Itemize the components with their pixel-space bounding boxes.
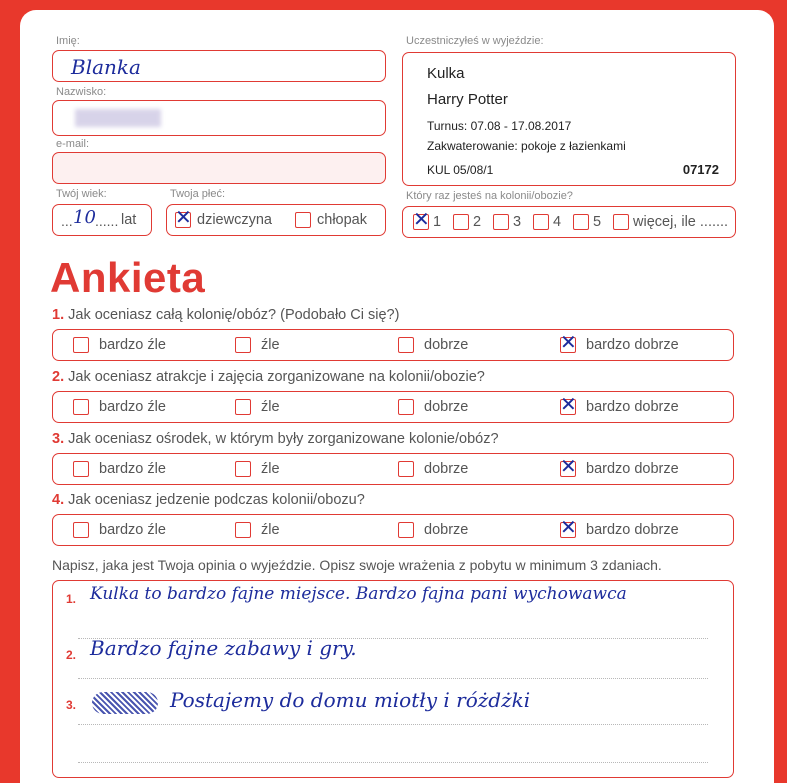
times-label: Który raz jesteś na kolonii/obozie? (406, 190, 573, 202)
gender-field (166, 204, 386, 236)
trip-ticket (402, 52, 736, 186)
gender-option-girl: dziewczyna (197, 212, 272, 228)
checked-mark-icon: ✕ (560, 515, 577, 539)
rating-checkbox[interactable] (235, 337, 251, 353)
question-number: 3. (52, 431, 65, 447)
rating-option-label: bardzo źle (99, 337, 166, 353)
checked-mark-icon: ✕ (560, 392, 577, 416)
opinion-line-3: Postajemy do domu miotły i różdżki (170, 688, 531, 712)
times-checkbox-2[interactable] (453, 214, 469, 230)
line-rule (78, 678, 708, 679)
trip-turnus: Turnus: 07.08 - 17.08.2017 (427, 119, 572, 133)
rating-option-label: bardzo dobrze (586, 399, 679, 415)
rating-option-label: źle (261, 399, 280, 415)
rating-option-label: dobrze (424, 461, 469, 477)
survey-sheet (20, 10, 774, 783)
times-checkbox-5[interactable] (573, 214, 589, 230)
question-2 (52, 369, 485, 385)
page-title: Ankieta (50, 254, 206, 301)
checked-mark-icon: ✕ (560, 454, 577, 478)
trip-lodging: Zakwaterowanie: pokoje z łazienkami (427, 139, 626, 153)
line-rule (78, 724, 708, 725)
times-option-1: 1 (433, 214, 442, 230)
age-field[interactable] (52, 204, 152, 236)
rating-checkbox[interactable] (560, 330, 577, 354)
gender-label: Twoja płeć: (170, 188, 226, 200)
rating-checkbox[interactable] (73, 522, 89, 538)
rating-checkbox[interactable] (398, 399, 414, 415)
rating-row-1 (52, 329, 734, 361)
trip-code: KUL 05/08/1 (427, 163, 494, 177)
rating-option-label: źle (261, 522, 280, 538)
age-value: 10 (73, 207, 96, 228)
rating-option-label: źle (261, 337, 280, 353)
times-checkbox-more[interactable] (613, 214, 629, 230)
surname-field[interactable] (52, 100, 386, 136)
rating-option-label: bardzo źle (99, 399, 166, 415)
rating-checkbox[interactable] (560, 515, 577, 539)
opinion-prompt: Napisz, jaka jest Twoja opinia o wyjeździe. Opisz swoje wrażenia z pobytu w minimum 3 zdaniach. (52, 557, 662, 573)
rating-checkbox[interactable] (398, 337, 414, 353)
opinion-line-2: Bardzo fajne zabawy i gry. (90, 636, 357, 660)
rating-row-4 (52, 514, 734, 546)
rating-checkbox[interactable] (398, 522, 414, 538)
rating-option-label: dobrze (424, 399, 469, 415)
times-more-label: więcej, ile ....... (633, 214, 729, 230)
gender-option-boy: chłopak (317, 212, 367, 228)
times-checkbox-3[interactable] (493, 214, 509, 230)
question-number: 1. (52, 307, 65, 323)
rating-option-label: źle (261, 461, 280, 477)
age-dots-before: ... (61, 213, 73, 229)
rating-option-label: dobrze (424, 522, 469, 538)
trip-label: Uczestniczyłeś w wyjeździe: (406, 35, 544, 47)
rating-checkbox[interactable] (235, 522, 251, 538)
question-number: 4. (52, 492, 65, 508)
name-value: Blanka (71, 55, 141, 79)
question-3 (52, 431, 499, 447)
rating-option-label: bardzo dobrze (586, 461, 679, 477)
email-label: e-mail: (56, 138, 90, 150)
trip-theme: Harry Potter (427, 91, 508, 108)
question-1 (52, 307, 399, 323)
times-option-2: 2 (473, 214, 482, 230)
rating-checkbox[interactable] (73, 461, 89, 477)
rating-option-label: bardzo źle (99, 522, 166, 538)
opinion-line-number: 3. (66, 698, 77, 712)
checked-mark-icon: ✕ (560, 330, 577, 354)
rating-row-2 (52, 391, 734, 423)
name-label: Imię: (56, 35, 80, 47)
times-checkbox-4[interactable] (533, 214, 549, 230)
times-option-5: 5 (593, 214, 602, 230)
times-checkbox-1[interactable] (413, 207, 430, 231)
rating-row-3 (52, 453, 734, 485)
times-option-3: 3 (513, 214, 522, 230)
opinion-line-number: 2. (66, 648, 77, 662)
rating-option-label: bardzo dobrze (586, 522, 679, 538)
times-option-4: 4 (553, 214, 562, 230)
rating-checkbox[interactable] (235, 399, 251, 415)
gender-checkbox-girl[interactable] (175, 205, 192, 229)
question-text: Jak oceniasz jedzenie podczas kolonii/obozu? (68, 492, 365, 508)
line-rule (78, 762, 708, 763)
rating-checkbox[interactable] (73, 399, 89, 415)
name-field[interactable] (52, 50, 386, 82)
rating-checkbox[interactable] (235, 461, 251, 477)
opinion-line-1: Kulka to bardzo fajne miejsce. Bardzo fajna pani wychowawca (90, 584, 627, 604)
age-label: Twój wiek: (56, 188, 107, 200)
gender-checkbox-boy[interactable] (295, 212, 311, 228)
question-text: Jak oceniasz ośrodek, w którym były zorganizowane kolonie/obóz? (68, 431, 499, 447)
trip-camp: Kulka (427, 65, 465, 82)
rating-checkbox[interactable] (398, 461, 414, 477)
trip-number: 07172 (682, 162, 719, 177)
redacted-surname-image (75, 109, 161, 127)
question-4 (52, 492, 365, 508)
times-field (402, 206, 736, 238)
scribble-mark (92, 692, 158, 714)
surname-label: Nazwisko: (56, 86, 107, 98)
rating-checkbox[interactable] (560, 392, 577, 416)
age-dots-after: ...... (95, 213, 119, 229)
age-unit: lat (121, 212, 137, 228)
question-text: Jak oceniasz atrakcje i zajęcia zorganizowane na kolonii/obozie? (68, 369, 485, 385)
checked-mark-icon: ✕ (413, 207, 430, 231)
rating-option-label: dobrze (424, 337, 469, 353)
question-text: Jak oceniasz całą kolonię/obóz? (Podobało Ci się?) (68, 307, 400, 323)
rating-option-label: bardzo źle (99, 461, 166, 477)
rating-checkbox[interactable] (73, 337, 89, 353)
email-field[interactable] (52, 152, 386, 184)
rating-option-label: bardzo dobrze (586, 337, 679, 353)
opinion-line-number: 1. (66, 592, 77, 606)
rating-checkbox[interactable] (560, 454, 577, 478)
checked-mark-icon: ✕ (175, 205, 192, 229)
opinion-box[interactable] (52, 580, 734, 778)
question-number: 2. (52, 369, 65, 385)
